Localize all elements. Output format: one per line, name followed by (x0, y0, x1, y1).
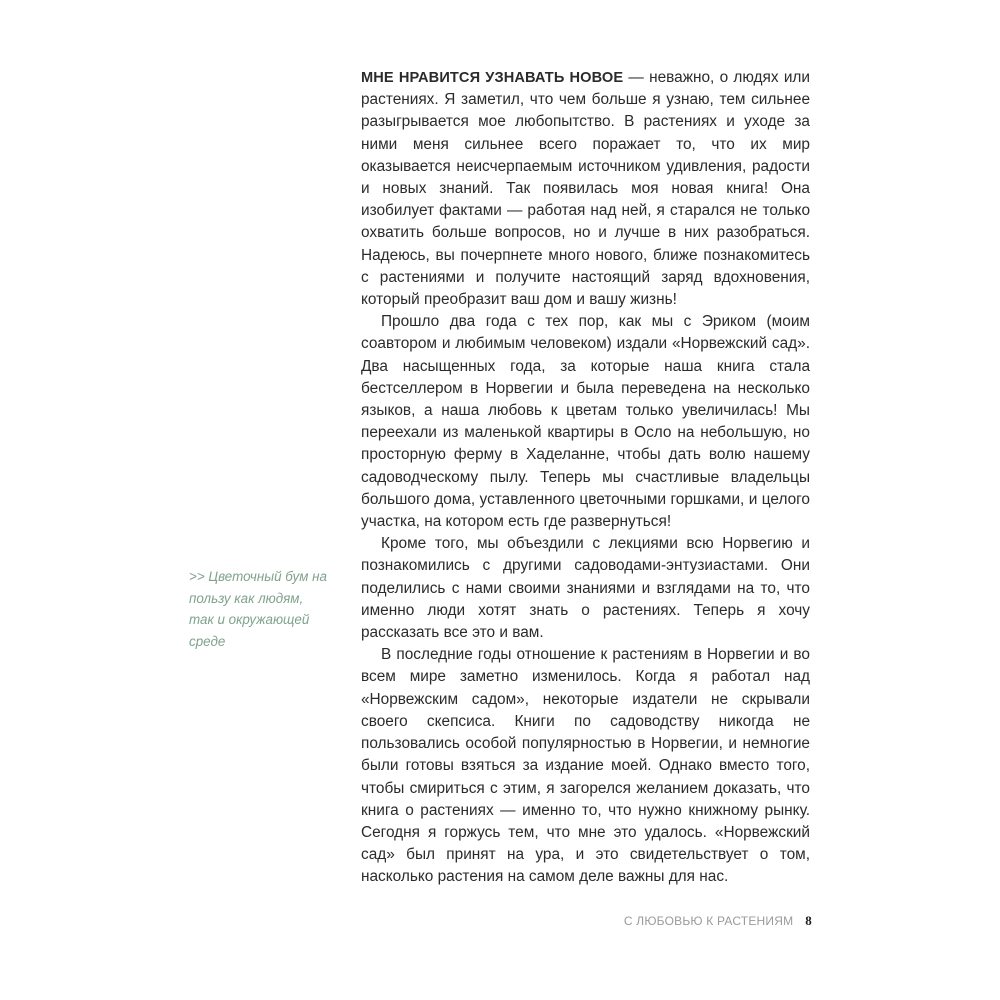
page-number: 8 (805, 913, 812, 928)
paragraph-1 (361, 67, 810, 311)
margin-pull-quote: >> Цветочный бум на пользу как людям, так и окружающей среде (189, 569, 327, 650)
lead-in-heading: МНЕ НРАВИТСЯ УЗНАВАТЬ НОВОЕ (361, 70, 624, 86)
paragraph-4: В последние годы отношение к растениям в Норвегии и во всем мире заметно изменилось. Когда я работал над «Норвежским садом», некоторые издатели не скрывали своего скепсиса. Книги по садоводству никогда не пользовались особой популярностью в Норвегии, и немногие были готовы взяться за издание моей. Однако вместо того, чтобы смириться с этим, я загорелся желанием доказать, что книга о растениях — именно то, что нужно книжному рынку. Сегодня я горжусь тем, что мне это удалось. «Норвежский сад» был принят на ура, и это свидетельствует о том, насколько растения на самом деле важны для нас. (361, 646, 810, 886)
paragraph-3: Кроме того, мы объездили с лекциями всю Норвегию и познакомились с другими садоводами-энтузиастами. Они поделились с нами своими знаниями и взглядами на то, что именно люди хотят знать о растениях. Теперь я хочу рассказать все это и вам. (361, 535, 810, 642)
page-footer (624, 913, 812, 929)
running-title: С ЛЮБОВЬЮ К РАСТЕНИЯМ (623, 914, 794, 928)
paragraph-1-text: — неважно, о людях или растениях. Я заметил, что чем больше я узнаю, тем сильнее разыгрывается мое любопытство. В растениях и уходе за ними меня сильнее всего поражает то, что их мир оказывается неисчерпаемым источником удивления, радости и новых знаний. Так появилась моя новая книга! Она изобилует фактами — работая над ней, я старался не только охватить больше вопросов, но и лучше в них разобраться. Надеюсь, вы почерпнете много нового, ближе познакомитесь с растениями и получите настоящий заряд вдохновения, который преобразит ваш дом и вашу жизнь! (361, 69, 810, 309)
main-body-text (361, 67, 810, 889)
paragraph-2: Прошло два года с тех пор, как мы с Эриком (моим соавтором и любимым человеком) издали «Норвежский сад». Два насыщенных года, за которые наша книга стала бестселлером в Норвегии и была переведена на несколько языков, а наша любовь к цветам только увеличилась! Мы переехали из маленькой квартиры в Осло на небольшую, но просторную ферму в Хаделанне, чтобы дать волю нашему садоводческому пылу. Теперь мы счастливые владельцы большого дома, уставленного цветочными горшками, и целого участка, на котором есть где развернуться! (361, 313, 810, 531)
